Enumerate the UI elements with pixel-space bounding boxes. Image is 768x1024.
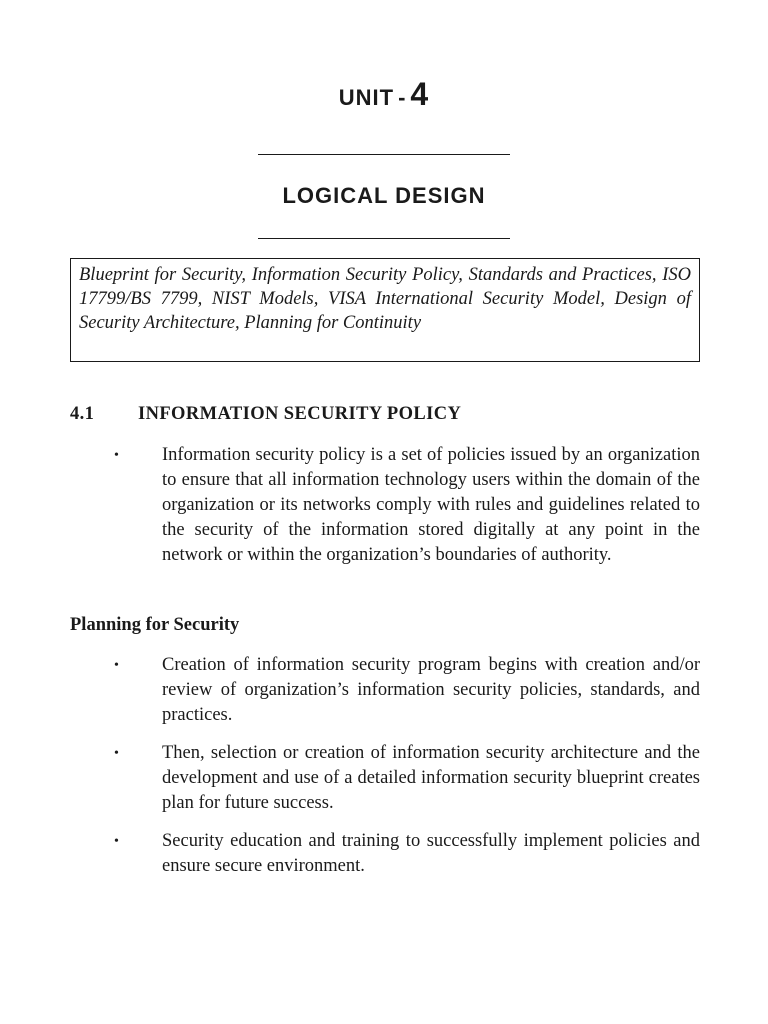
bullet-icon: • bbox=[114, 834, 119, 849]
bullet-text: Security education and training to successfully implement policies and ensure secure environment. bbox=[162, 831, 700, 876]
unit-dash: - bbox=[398, 85, 407, 110]
section-title: INFORMATION SECURITY POLICY bbox=[138, 404, 462, 424]
unit-label: UNIT bbox=[338, 85, 395, 110]
list-item bbox=[110, 653, 700, 728]
top-divider bbox=[258, 154, 510, 155]
list-item bbox=[110, 829, 700, 879]
chapter-title: LOGICAL DESIGN bbox=[282, 183, 486, 208]
bullet-icon: • bbox=[114, 658, 119, 673]
bullet-text: Creation of information security program begins with creation and/or review of organization’s information security policies, standards, and practices. bbox=[162, 655, 700, 725]
unit-number: 4 bbox=[410, 76, 430, 112]
unit-heading bbox=[0, 76, 768, 113]
bottom-divider bbox=[258, 238, 510, 239]
planning-bullet-list bbox=[110, 653, 700, 892]
bullet-text: Information security policy is a set of policies issued by an organization to ensure that all information technology users within the domain of the organization or its networks comply with rules and guidelines related to the security of the information stored digitally at any point in the network or within the organization’s boundaries of authority. bbox=[162, 445, 700, 565]
bullet-icon: • bbox=[114, 746, 119, 761]
bullet-icon: • bbox=[114, 448, 119, 463]
section-number: 4.1 bbox=[70, 404, 95, 424]
list-item bbox=[110, 443, 700, 568]
section-heading bbox=[70, 404, 700, 425]
list-item bbox=[110, 741, 700, 816]
topics-summary-text: Blueprint for Security, Information Security Policy, Standards and Practices, ISO 17799/BS 7799, NIST Models, VISA International Security Model, Design of Security Architecture, Planning for Continuity bbox=[79, 265, 691, 333]
bullet-text: Then, selection or creation of information security architecture and the development and use of a detailed information security blueprint creates plan for future success. bbox=[162, 743, 700, 813]
planning-heading: Planning for Security bbox=[70, 615, 240, 635]
topics-summary-box bbox=[70, 258, 700, 362]
policy-bullet-list bbox=[110, 443, 700, 581]
